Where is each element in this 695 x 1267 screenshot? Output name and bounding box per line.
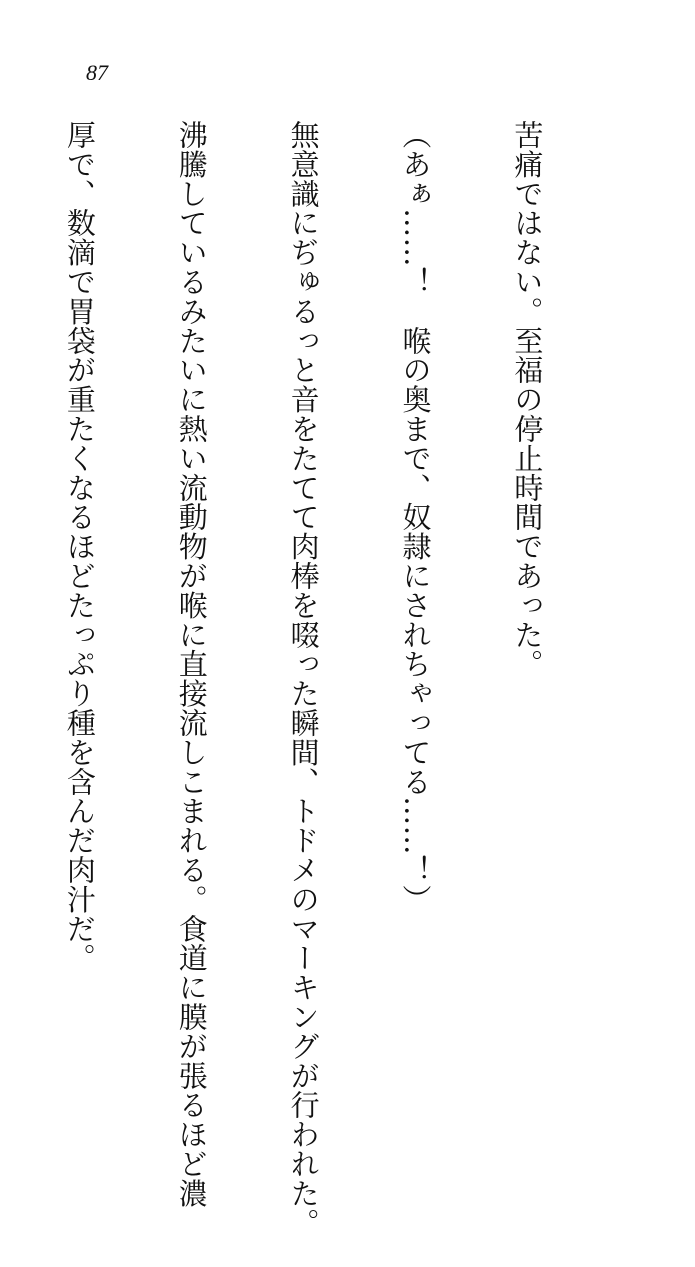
page-number: 87	[86, 60, 108, 85]
text-line: 苦痛ではない。至福の停止時間であった。	[510, 120, 545, 679]
text-line: 厚で、数滴で胃袋が重たくなるほどたっぷり種を含んだ肉汁だ。	[62, 120, 97, 973]
text-line: 無意識にぢゅるっと音をたてて肉棒を啜った瞬間、トドメのマーキングが行われた。	[286, 120, 321, 1238]
text-line: （あぁ……！ 喉の奥まで、奴隷にされちゃってる……！）	[398, 120, 433, 914]
vertical-text-body	[0, 120, 620, 1238]
text-line: 沸騰しているみたいに熱い流動物が喉に直接流しこまれる。食道に膜が張るほど濃	[174, 120, 209, 1208]
